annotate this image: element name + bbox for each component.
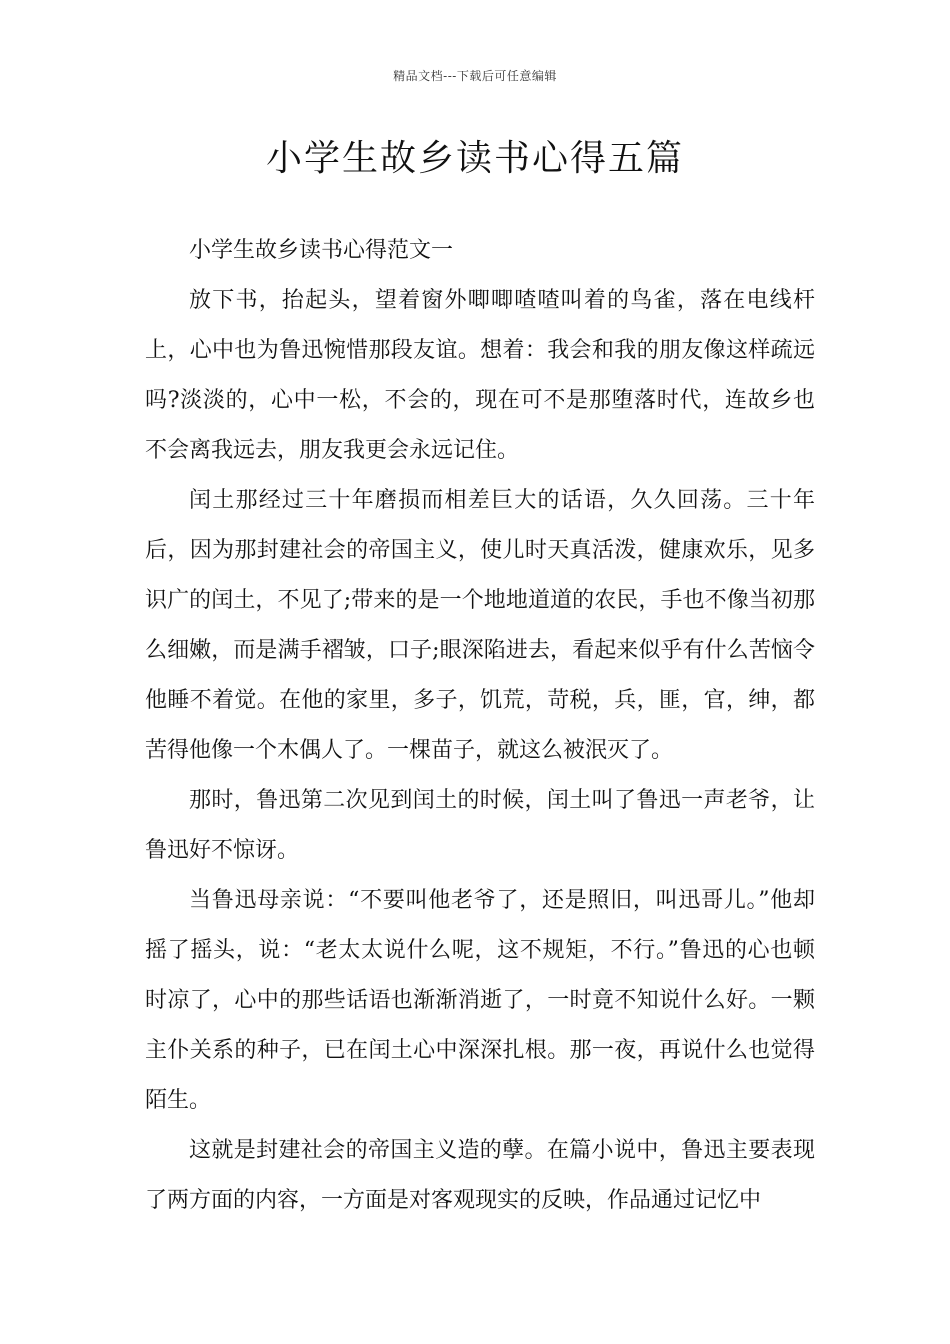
document-body — [145, 226, 815, 1226]
paragraph: 当鲁迅母亲说：“不要叫他老爷了，还是照旧，叫迅哥儿。”他却摇了摇头，说：“老太太说什么呢，这不规矩，不行。”鲁迅的心也顿时凉了，心中的那些话语也渐渐消逝了，一时竟不知说什么好。一颗主仆关系的种子，已在闰土心中深深扎根。那一夜，再说什么也觉得陌生。 — [145, 888, 815, 1113]
document-title: 小学生故乡读书心得五篇 — [265, 138, 684, 179]
header-note: 精品文档---下载后可任意编辑 — [393, 69, 557, 83]
paragraph: 那时，鲁迅第二次见到闰土的时候，闰土叫了鲁迅一声老爷，让鲁迅好不惊讶。 — [145, 788, 815, 863]
paragraph: 放下书，抬起头，望着窗外唧唧喳喳叫着的鸟雀，落在电线杆上，心中也为鲁迅惋惜那段友谊。想着：我会和我的朋友像这样疏远吗?淡淡的，心中一松，不会的，现在可不是那堕落时代，连故乡也不会离我远去，朋友我更会永远记住。 — [145, 288, 815, 463]
paragraph-section-heading: 小学生故乡读书心得范文一 — [189, 238, 454, 263]
paragraph: 这就是封建社会的帝国主义造的孽。在篇小说中，鲁迅主要表现了两方面的内容，一方面是对客观现实的反映，作品通过记忆中 — [145, 1138, 815, 1213]
paragraph: 闰土那经过三十年磨损而相差巨大的话语，久久回荡。三十年后，因为那封建社会的帝国主义，使儿时天真活泼，健康欢乐，见多识广的闰土，不见了;带来的是一个地地道道的农民，手也不像当初那么细嫩，而是满手褶皱，口子;眼深陷进去，看起来似乎有什么苦恼令他睡不着觉。在他的家里，多子，饥荒，苛税，兵，匪，官，绅，都苦得他像一个木偶人了。一棵苗子，就这么被泯灭了。 — [145, 488, 815, 763]
